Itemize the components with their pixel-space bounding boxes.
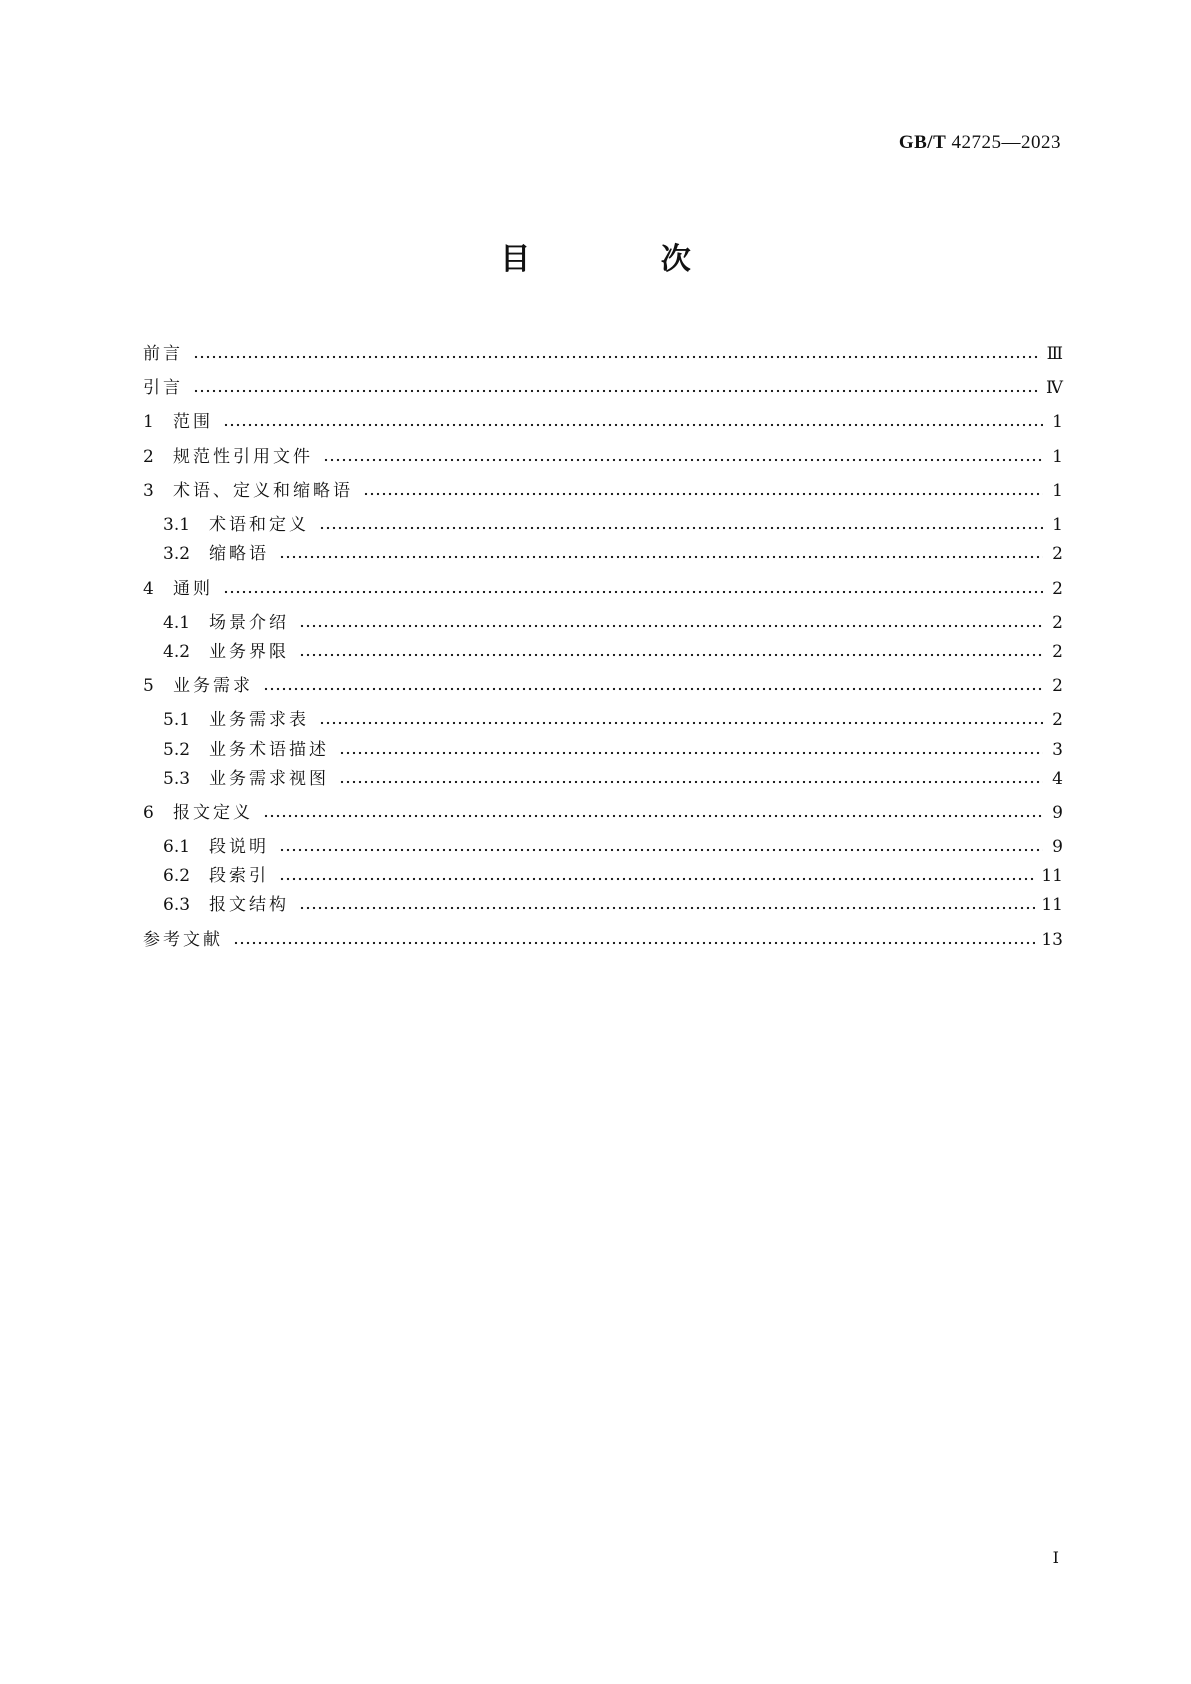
- dot-leader: [279, 554, 1043, 560]
- toc-entry[interactable]: [163, 860, 1063, 888]
- toc-entry-label: 术语、定义和缩略语: [173, 481, 353, 501]
- toc-entry[interactable]: [143, 372, 1063, 400]
- toc-entry-label: 场景介绍: [209, 613, 289, 633]
- toc-entry-number: 4.1: [163, 613, 191, 633]
- page-number: Ⅰ: [1052, 1550, 1059, 1567]
- dot-leader: [279, 847, 1043, 853]
- toc-entry[interactable]: [163, 636, 1063, 664]
- dot-leader: [319, 525, 1043, 531]
- toc-entry-page: 11: [1041, 895, 1063, 915]
- toc-entry-page: 2: [1052, 676, 1063, 696]
- toc-entry-page: 1: [1052, 447, 1063, 467]
- toc-entry[interactable]: [163, 831, 1063, 859]
- toc-entry-page: 9: [1052, 837, 1063, 857]
- toc-entry[interactable]: [163, 889, 1063, 917]
- toc-entry-page: 2: [1052, 544, 1063, 564]
- toc-entry-label: 规范性引用文件: [173, 447, 313, 467]
- toc-entry-number: 3.2: [163, 544, 191, 564]
- dot-leader: [193, 388, 1040, 394]
- toc-entry[interactable]: [143, 924, 1063, 952]
- toc-entry-label: 缩略语: [209, 544, 269, 564]
- toc-entry-label: 业务需求视图: [209, 769, 329, 789]
- toc-entry-page: 9: [1052, 803, 1063, 823]
- dot-leader: [263, 813, 1043, 819]
- toc-entry[interactable]: [143, 573, 1063, 601]
- toc-entry-number: 5.2: [163, 740, 191, 760]
- toc-entry-page: 3: [1052, 740, 1063, 760]
- dot-leader: [299, 905, 1035, 911]
- toc-entry[interactable]: [143, 441, 1063, 469]
- toc-entry-label: 通则: [173, 579, 213, 599]
- toc-entry-label: 引言: [143, 378, 183, 398]
- toc-entry-number: 3: [143, 481, 154, 501]
- toc-entry-label: 参考文献: [143, 930, 223, 950]
- toc-entry-number: 6.1: [163, 837, 191, 857]
- toc-entry-number: 3.1: [163, 515, 191, 535]
- dot-leader: [299, 652, 1043, 658]
- toc-entry-number: 4: [143, 579, 154, 599]
- toc-entry[interactable]: [163, 734, 1063, 762]
- toc-entry[interactable]: [163, 763, 1063, 791]
- toc-entry[interactable]: [163, 704, 1063, 732]
- toc-entry-number: 5.1: [163, 710, 191, 730]
- toc-entry-number: 4.2: [163, 642, 191, 662]
- toc-entry[interactable]: [143, 670, 1063, 698]
- toc-entry-page: 2: [1052, 613, 1063, 633]
- toc-entry-label: 报文定义: [173, 803, 253, 823]
- dot-leader: [319, 720, 1043, 726]
- toc-entry-label: 报文结构: [209, 895, 289, 915]
- dot-leader: [223, 589, 1043, 595]
- toc-entry-page: Ⅲ: [1046, 344, 1063, 364]
- toc-entry-page: Ⅳ: [1046, 378, 1063, 398]
- toc-entry-label: 业务需求表: [209, 710, 309, 730]
- toc-entry-label: 术语和定义: [209, 515, 309, 535]
- dot-leader: [339, 779, 1043, 785]
- toc-entry-label: 业务术语描述: [209, 740, 329, 760]
- toc-entry-page: 2: [1052, 710, 1063, 730]
- toc-entry[interactable]: [143, 338, 1063, 366]
- toc-entry-number: 1: [143, 412, 154, 432]
- toc-entry-number: 5.3: [163, 769, 191, 789]
- dot-leader: [223, 422, 1043, 428]
- toc-entry[interactable]: [143, 406, 1063, 434]
- toc-entry[interactable]: [163, 607, 1063, 635]
- toc-entry-label: 业务界限: [209, 642, 289, 662]
- dot-leader: [233, 940, 1035, 946]
- dot-leader: [363, 491, 1043, 497]
- toc-entry-page: 2: [1052, 642, 1063, 662]
- dot-leader: [299, 623, 1043, 629]
- dot-leader: [193, 354, 1041, 360]
- toc-entry[interactable]: [163, 509, 1063, 537]
- toc-entry-page: 1: [1052, 481, 1063, 501]
- toc-entry-page: 11: [1041, 866, 1063, 886]
- toc-entry-label: 前言: [143, 344, 183, 364]
- dot-leader: [279, 876, 1035, 882]
- dot-leader: [323, 457, 1043, 463]
- toc-entry-page: 1: [1052, 515, 1063, 535]
- toc-entry-number: 6: [143, 803, 154, 823]
- toc-entry-number: 2: [143, 447, 154, 467]
- dot-leader: [263, 686, 1043, 692]
- toc-entry-number: 6.3: [163, 895, 191, 915]
- standard-prefix: GB/T: [898, 132, 947, 153]
- toc-entry-number: 5: [143, 676, 154, 696]
- toc-entry-label: 段索引: [209, 866, 269, 886]
- standard-code: [899, 132, 1061, 154]
- toc-entry-number: 6.2: [163, 866, 191, 886]
- toc-entry[interactable]: [143, 475, 1063, 503]
- toc-entry-label: 段说明: [209, 837, 269, 857]
- toc-entry-page: 2: [1052, 579, 1063, 599]
- dot-leader: [339, 750, 1043, 756]
- toc-entry-page: 1: [1052, 412, 1063, 432]
- toc-entry-label: 业务需求: [173, 676, 253, 696]
- toc-entry[interactable]: [143, 797, 1063, 825]
- toc-entry-page: 13: [1041, 930, 1063, 950]
- toc-entry[interactable]: [163, 538, 1063, 566]
- toc-entry-page: 4: [1052, 769, 1063, 789]
- standard-number: 42725—2023: [951, 132, 1061, 153]
- toc-entry-label: 范围: [173, 412, 213, 432]
- page-title: 目 次: [500, 242, 751, 277]
